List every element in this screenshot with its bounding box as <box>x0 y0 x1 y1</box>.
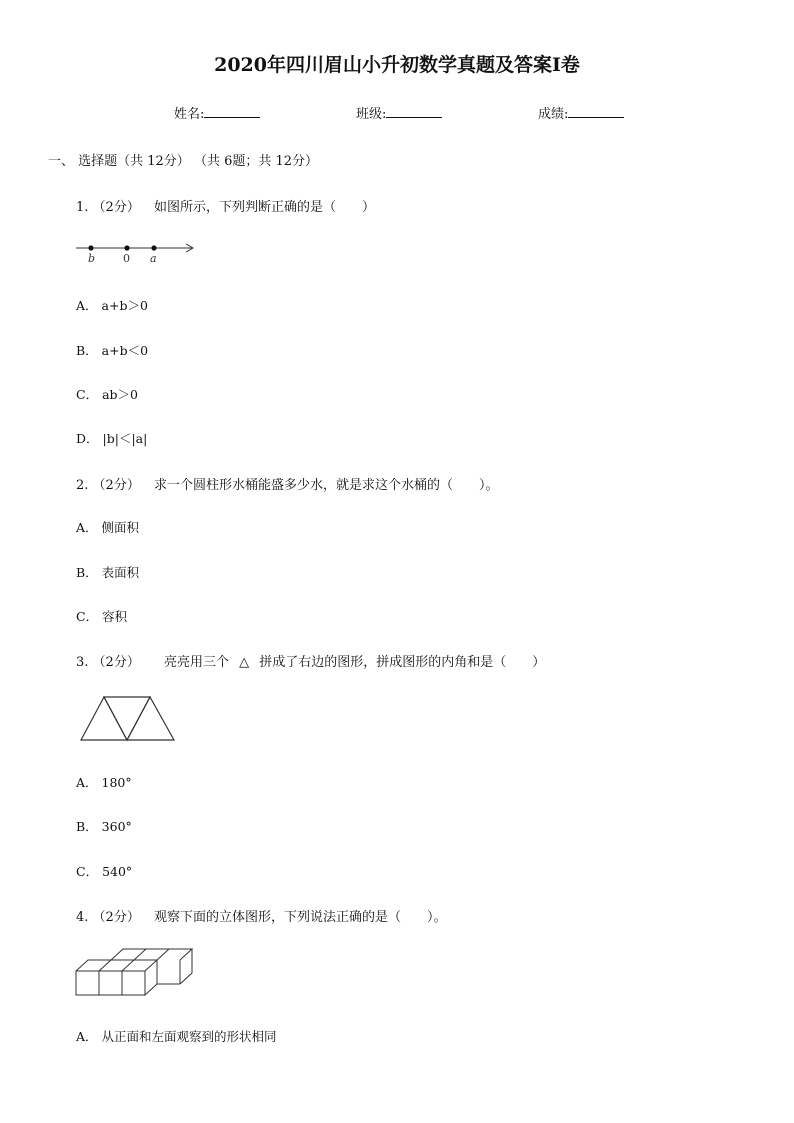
option-2c <box>76 607 127 625</box>
triangle-left <box>81 697 127 740</box>
option-letter: B． <box>76 565 98 580</box>
option-text: 180° <box>101 775 132 790</box>
triangle-right <box>127 697 174 740</box>
option-text: 侧面积 <box>101 520 140 535</box>
option-1a <box>76 296 148 314</box>
section-heading: 一、 选择题（共 12分） （共 6题；共 12分） <box>48 154 319 169</box>
label-a: a <box>150 252 157 265</box>
option-letter: D． <box>76 431 99 446</box>
point-zero <box>124 245 129 250</box>
option-3a <box>76 773 132 791</box>
option-text: a+b＜0 <box>101 343 149 358</box>
option-text: 540° <box>102 864 133 879</box>
option-2a <box>76 518 139 536</box>
question-number: 4. <box>76 910 89 925</box>
option-text: 从正面和左面观察到的形状相同 <box>101 1029 277 1044</box>
option-3c <box>76 862 132 880</box>
option-letter: C． <box>76 864 99 879</box>
point-a <box>151 245 156 250</box>
option-letter: A． <box>76 775 98 790</box>
front-row-top <box>76 960 157 971</box>
question-text: 求一个圆柱形水桶能盛多少水，就是求这个水桶的（ ）。 <box>153 478 499 493</box>
question-4 <box>76 906 446 925</box>
score-blank <box>568 105 624 118</box>
page-title: 2020年四川眉山小升初数学真题及答案Ⅰ卷 <box>214 54 580 76</box>
label-zero: 0 <box>123 252 130 265</box>
question-1 <box>76 196 375 215</box>
option-4a <box>76 1027 277 1045</box>
option-1b <box>76 341 148 359</box>
question-3 <box>76 651 545 670</box>
option-1c <box>76 385 138 403</box>
question-text-after: 拼成了右边的图形，拼成图形的内角和是（ ） <box>259 655 546 670</box>
back-row-top <box>111 949 192 960</box>
triangle-middle <box>104 697 150 740</box>
option-3b <box>76 817 132 835</box>
point-b <box>88 245 93 250</box>
option-text: a+b＞0 <box>101 298 148 313</box>
option-letter: A． <box>76 520 98 535</box>
question-points: （2分） <box>92 478 140 493</box>
triangle-icon: △ <box>239 655 250 670</box>
option-letter: A． <box>76 298 98 313</box>
number-line-figure <box>74 238 204 268</box>
cubes-figure <box>75 947 199 997</box>
cube-front-1 <box>76 971 99 995</box>
question-number: 1. <box>76 200 89 215</box>
score-field <box>538 103 624 122</box>
question-text: 观察下面的立体图形，下列说法正确的是（ ）。 <box>153 910 447 925</box>
question-text-before: 亮亮用三个 <box>163 655 229 670</box>
cube-front-2 <box>99 971 122 995</box>
option-text: ab＞0 <box>102 387 138 402</box>
class-label: 班级: <box>356 107 387 122</box>
score-label: 成绩: <box>538 107 569 122</box>
option-letter: B． <box>76 819 98 834</box>
option-text: |b|＜|a| <box>102 431 148 446</box>
question-2 <box>76 474 498 493</box>
question-number: 3. <box>76 655 89 670</box>
option-text: 表面积 <box>101 565 140 580</box>
class-blank <box>386 105 442 118</box>
option-text: 360° <box>101 819 132 834</box>
option-letter: C． <box>76 387 99 402</box>
name-blank <box>204 105 260 118</box>
class-field <box>356 103 442 122</box>
option-text: 容积 <box>102 609 128 624</box>
cube-front-3 <box>122 971 145 995</box>
question-points: （2分） <box>92 910 140 925</box>
name-label: 姓名: <box>174 107 205 122</box>
question-number: 2. <box>76 478 89 493</box>
question-points: （2分） <box>92 655 140 670</box>
label-b: b <box>88 252 96 265</box>
name-field <box>174 103 260 122</box>
option-letter: C． <box>76 609 99 624</box>
option-2b <box>76 563 139 581</box>
step-face <box>157 960 180 984</box>
option-letter: B． <box>76 343 98 358</box>
triangles-figure <box>80 696 180 740</box>
question-text: 如图所示，下列判断正确的是（ ） <box>153 200 375 215</box>
option-letter: A． <box>76 1029 98 1044</box>
option-1d <box>76 429 147 447</box>
question-points: （2分） <box>92 200 140 215</box>
front-row-right-side <box>145 971 157 995</box>
